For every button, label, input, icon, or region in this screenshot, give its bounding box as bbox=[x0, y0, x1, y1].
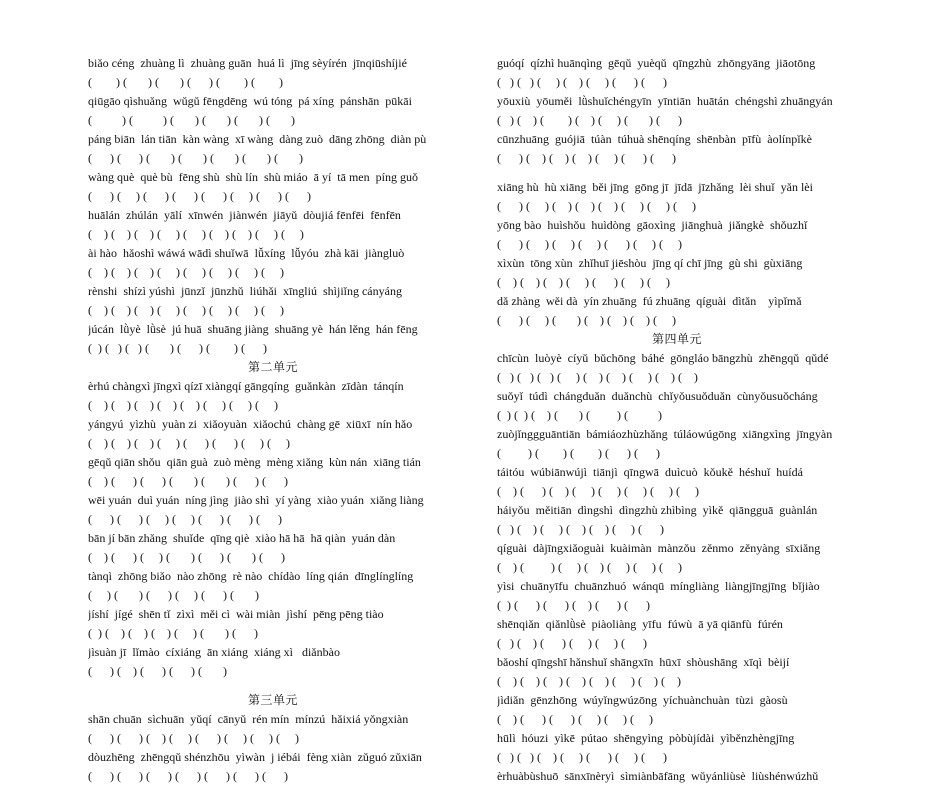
pinyin-row: hūlì hóuzi yìkē pútao shēngyìng pòbùjídài yìběnzhèngjīng bbox=[497, 731, 795, 745]
pinyin-row: èrhuàbùshuō sānxīnèryì sìmiànbāfāng wǔyánliùsè liùshénwúzhǔ bbox=[497, 769, 819, 783]
answer-blanks-row: ( ) ( ) ( ) ( ) ( ) ( ) ( ) ( ) bbox=[88, 731, 299, 745]
pinyin-row: háiyǒu měitiān dìngshì dìngzhù zhìbìng yìkě qiāngguā guànlán bbox=[497, 503, 818, 517]
answer-blanks-row: ( ) ( ) ( ) ( ) ( ) ( ) ( ) ( ) bbox=[497, 199, 696, 213]
answer-blanks-row: ( ) ( ) ( ) ( ) ( ) ( ) bbox=[497, 712, 653, 726]
pinyin-row: chīcùn luòyè cíyǔ bǔchōng báhé gōngláo bāngzhù zhēngqǔ qǔdé bbox=[497, 351, 829, 365]
answer-blanks-row: ( ) ( ) ( ) ( ) ( ) ( ) bbox=[497, 408, 662, 422]
answer-blanks-row: ( ) ( ) ( ) ( ) ( ) ( ) ( ) ( ) bbox=[497, 674, 681, 688]
answer-blanks-row: ( ) ( ) ( ) ( ) ( ) ( ) bbox=[497, 636, 647, 650]
pinyin-row: yōng bào huìshǒu huìdòng gāoxìng jiānghuà jiǎngkè shǒuzhǐ bbox=[497, 218, 808, 232]
pinyin-row: yìsi chuānyīfu chuānzhuó wánqū míngliàng liàngjīngjīng bǐjiào bbox=[497, 579, 820, 593]
pinyin-row: shēnqiǎn qiǎnlǜsè piàoliàng yīfu fúwù ā yā qiānfù fúrén bbox=[497, 617, 783, 631]
answer-blanks-row: ( ) ( ) ( ) ( ) ( ) ( ) ( ) ( ) bbox=[497, 484, 699, 498]
spacer bbox=[88, 681, 458, 691]
pinyin-row: wēi yuán duì yuán níng jìng jiào shì yí yàng xiào yuán xiǎng liàng bbox=[88, 493, 424, 507]
pinyin-row: huālán zhúlán yālí xīnwén jiànwén jiāyǔ dòujiá fēnfēi fēnfēn bbox=[88, 208, 401, 222]
answer-blanks-row: ( ) ( ) ( ) ( ) ( ) ( ) ( ) bbox=[497, 113, 682, 127]
pinyin-row: jìdiǎn gēnzhōng wúyǐngwúzōng yíchuànchuàn tùzi gàosù bbox=[497, 693, 788, 707]
answer-blanks-row: ( ) ( ) ( ) ( ) ( ) ( ) ( ) bbox=[497, 313, 676, 327]
answer-blanks-row: ( ) ( ) ( ) ( ) ( ) ( ) ( ) bbox=[497, 151, 676, 165]
answer-blanks-row: ( ) ( ) ( ) ( ) ( ) ( ) ( ) ( ) bbox=[88, 303, 284, 317]
pinyin-row: jìsuàn jī lǐmào cíxiáng ān xiáng xiáng xì diǎnbào bbox=[88, 645, 340, 659]
answer-blanks-row: ( ) ( ) ( ) ( ) ( ) ( ) bbox=[497, 598, 650, 612]
pinyin-row: dòuzhēng zhēngqǔ shénzhōu yìwàn j iébái fèng xiàn zǔguó zǔxiān bbox=[88, 750, 422, 764]
answer-blanks-row: ( ) ( ) ( ) ( ) ( ) ( ) ( ) bbox=[497, 560, 682, 574]
answer-blanks-row: ( ) ( ) ( ) ( ) ( ) ( ) ( ) ( ) ( ) bbox=[88, 227, 304, 241]
answer-blanks-row: ( ) ( ) ( ) ( ) ( ) ( ) ( ) ( ) bbox=[88, 189, 311, 203]
spacer bbox=[497, 168, 857, 178]
answer-blanks-row: ( ) ( ) ( ) ( ) ( ) ( ) ( ) bbox=[88, 474, 288, 488]
answer-blanks-row: ( ) ( ) ( ) ( ) ( ) ( ) bbox=[88, 113, 295, 127]
pinyin-row: bān jí bān zhǎng shuǐde qīng qiè xiào hā hā hā qiàn yuán dàn bbox=[88, 531, 396, 545]
answer-blanks-row: ( ) ( ) ( ) ( ) ( ) ( ) ( ) bbox=[88, 341, 267, 355]
answer-blanks-row: ( ) ( ) ( ) ( ) ( ) ( ) bbox=[88, 75, 283, 89]
answer-blanks-row: ( ) ( ) ( ) ( ) ( ) bbox=[497, 446, 660, 460]
unit-heading: 第二单元 bbox=[247, 360, 298, 374]
answer-blanks-row: ( ) ( ) ( ) ( ) ( ) ( ) ( ) bbox=[88, 512, 282, 526]
pinyin-row: cūnzhuāng guójiā túàn túhuà shēnqíng shēnbàn pīfù àolínpǐkè bbox=[497, 132, 812, 146]
pinyin-row: suǒyǐ túdì chángduǎn duǎnchù chǐyǒusuǒduǎn cùnyǒusuǒcháng bbox=[497, 389, 818, 403]
pinyin-row: táitóu wúbiānwújì tiānjì qīngwā duìcuò kǒukě héshuǐ huídá bbox=[497, 465, 803, 479]
answer-blanks-row: ( ) ( ) ( ) ( ) ( ) ( ) ( ) ( ) bbox=[88, 265, 284, 279]
pinyin-row: rènshi shízì yúshì jūnzǐ jūnzhǔ liúhǎi xīngliú shìjiǐng cányáng bbox=[88, 284, 402, 298]
pinyin-row: guóqí qízhì huānqìng gēqǔ yuèqǔ qīngzhù zhōngyāng jiāotōng bbox=[497, 56, 816, 70]
pinyin-row: xìxùn tōng xùn zhǐhuī jiēshòu jīng qí chī jīng gù shi gùxiāng bbox=[497, 256, 803, 270]
answer-blanks-row: ( ) ( ) ( ) ( ) ( ) ( ) ( ) bbox=[88, 769, 288, 783]
pinyin-row: bǎoshí qīngshī hǎnshuǐ shāngxīn hūxī shòushāng xīqì bèijí bbox=[497, 655, 790, 669]
pinyin-row: qíguài dàjīngxiǎoguài kuàimàn mànzǒu zěnmo zěnyàng sīxiǎng bbox=[497, 541, 821, 555]
left-column bbox=[88, 54, 458, 786]
pinyin-row: jíshí jígé shēn tǐ zìxì měi cì wài miàn jìshí pēng pēng tiào bbox=[88, 607, 384, 621]
pinyin-row: zuòjǐnggguāntiān bámiáozhùzhǎng túláowúgōng xiāngxìng jīngyàn bbox=[497, 427, 833, 441]
answer-blanks-row: ( ) ( ) ( ) ( ) ( ) ( ) ( ) ( ) bbox=[88, 436, 290, 450]
answer-blanks-row: ( ) ( ) ( ) ( ) ( ) ( ) ( ) bbox=[88, 626, 258, 640]
answer-blanks-row: ( ) ( ) ( ) ( ) ( ) ( ) bbox=[88, 588, 259, 602]
answer-blanks-row: ( ) ( ) ( ) ( ) ( ) ( ) ( ) ( ) bbox=[88, 398, 278, 412]
pinyin-row: júcán lǜyè lǜsè jú huā shuāng jiàng shuāng yè hán lěng hán fēng bbox=[88, 322, 418, 336]
pinyin-row: gēqǔ qiān shǒu qiān guà zuò mèng mèng xiǎng kùn nán xiāng tián bbox=[88, 455, 421, 469]
pinyin-row: yōuxiù yōuměi lǜshuǐchéngyīn yīntiān huātán chéngshì zhuāngyán bbox=[497, 94, 833, 108]
answer-blanks-row: ( ) ( ) ( ) ( ) ( ) ( ) ( ) bbox=[497, 75, 667, 89]
unit-heading: 第四单元 bbox=[651, 332, 702, 346]
pinyin-row: tànqì zhōng biǎo nào zhōng rè nào chídào líng qián dīnglínglíng bbox=[88, 569, 414, 583]
pinyin-row: wàng què què bù fēng shù shù lín shù miáo ā yí tā men píng guǒ bbox=[88, 170, 418, 184]
unit-heading: 第三单元 bbox=[247, 693, 298, 707]
pinyin-row: dǎ zhàng wěi dà yín zhuāng fú zhuāng qíguài dìtǎn yìpǐmǎ bbox=[497, 294, 802, 308]
right-column bbox=[497, 54, 857, 786]
answer-blanks-row: ( ) ( ) ( ) ( ) ( ) ( ) ( ) bbox=[497, 237, 682, 251]
pinyin-row: biǎo céng zhuàng lì zhuàng guān huá lì jīng sèyírén jīnqiūshíjié bbox=[88, 56, 407, 70]
answer-blanks-row: ( ) ( ) ( ) ( ) ( ) ( ) ( ) bbox=[88, 151, 303, 165]
pinyin-row: èrhú chàngxì jīngxì qízī xiàngqí gāngqíng guǎnkàn zīdàn tánqín bbox=[88, 379, 404, 393]
pinyin-row: xiāng hù hù xiāng běi jīng gōng jī jīdā jīzhǎng lèi shuǐ yǎn lèi bbox=[497, 180, 813, 194]
pinyin-row: shān chuān sìchuān yǔqí cānyǔ rén mín mínzú hǎixiá yǒngxiàn bbox=[88, 712, 409, 726]
pinyin-row: yángyú yìzhù yuàn zi xiǎoyuàn xiǎochú chàng gē xiūxī nín hǎo bbox=[88, 417, 413, 431]
pinyin-row: qiūgāo qìshuǎng wǔgǔ fēngdēng wú tóng pá xíng pánshān pūkāi bbox=[88, 94, 412, 108]
answer-blanks-row: ( ) ( ) ( ) ( ) ( ) ( ) ( ) ( ) ( ) bbox=[497, 370, 698, 384]
answer-blanks-row: ( ) ( ) ( ) ( ) ( ) bbox=[88, 664, 227, 678]
answer-blanks-row: ( ) ( ) ( ) ( ) ( ) ( ) ( ) bbox=[497, 275, 670, 289]
pinyin-row: ài hào hǎoshì wáwá wādì shuǐwā lǚxíng lǚyóu zhà kāi jiàngluò bbox=[88, 246, 405, 260]
answer-blanks-row: ( ) ( ) ( ) ( ) ( ) ( ) ( ) bbox=[497, 750, 667, 764]
answer-blanks-row: ( ) ( ) ( ) ( ) ( ) ( ) ( ) bbox=[88, 550, 285, 564]
answer-blanks-row: ( ) ( ) ( ) ( ) ( ) ( ) ( ) bbox=[497, 522, 664, 536]
pinyin-row: páng biān lán tiān kàn wàng xī wàng dàng zuò dāng zhōng diàn pù bbox=[88, 132, 427, 146]
